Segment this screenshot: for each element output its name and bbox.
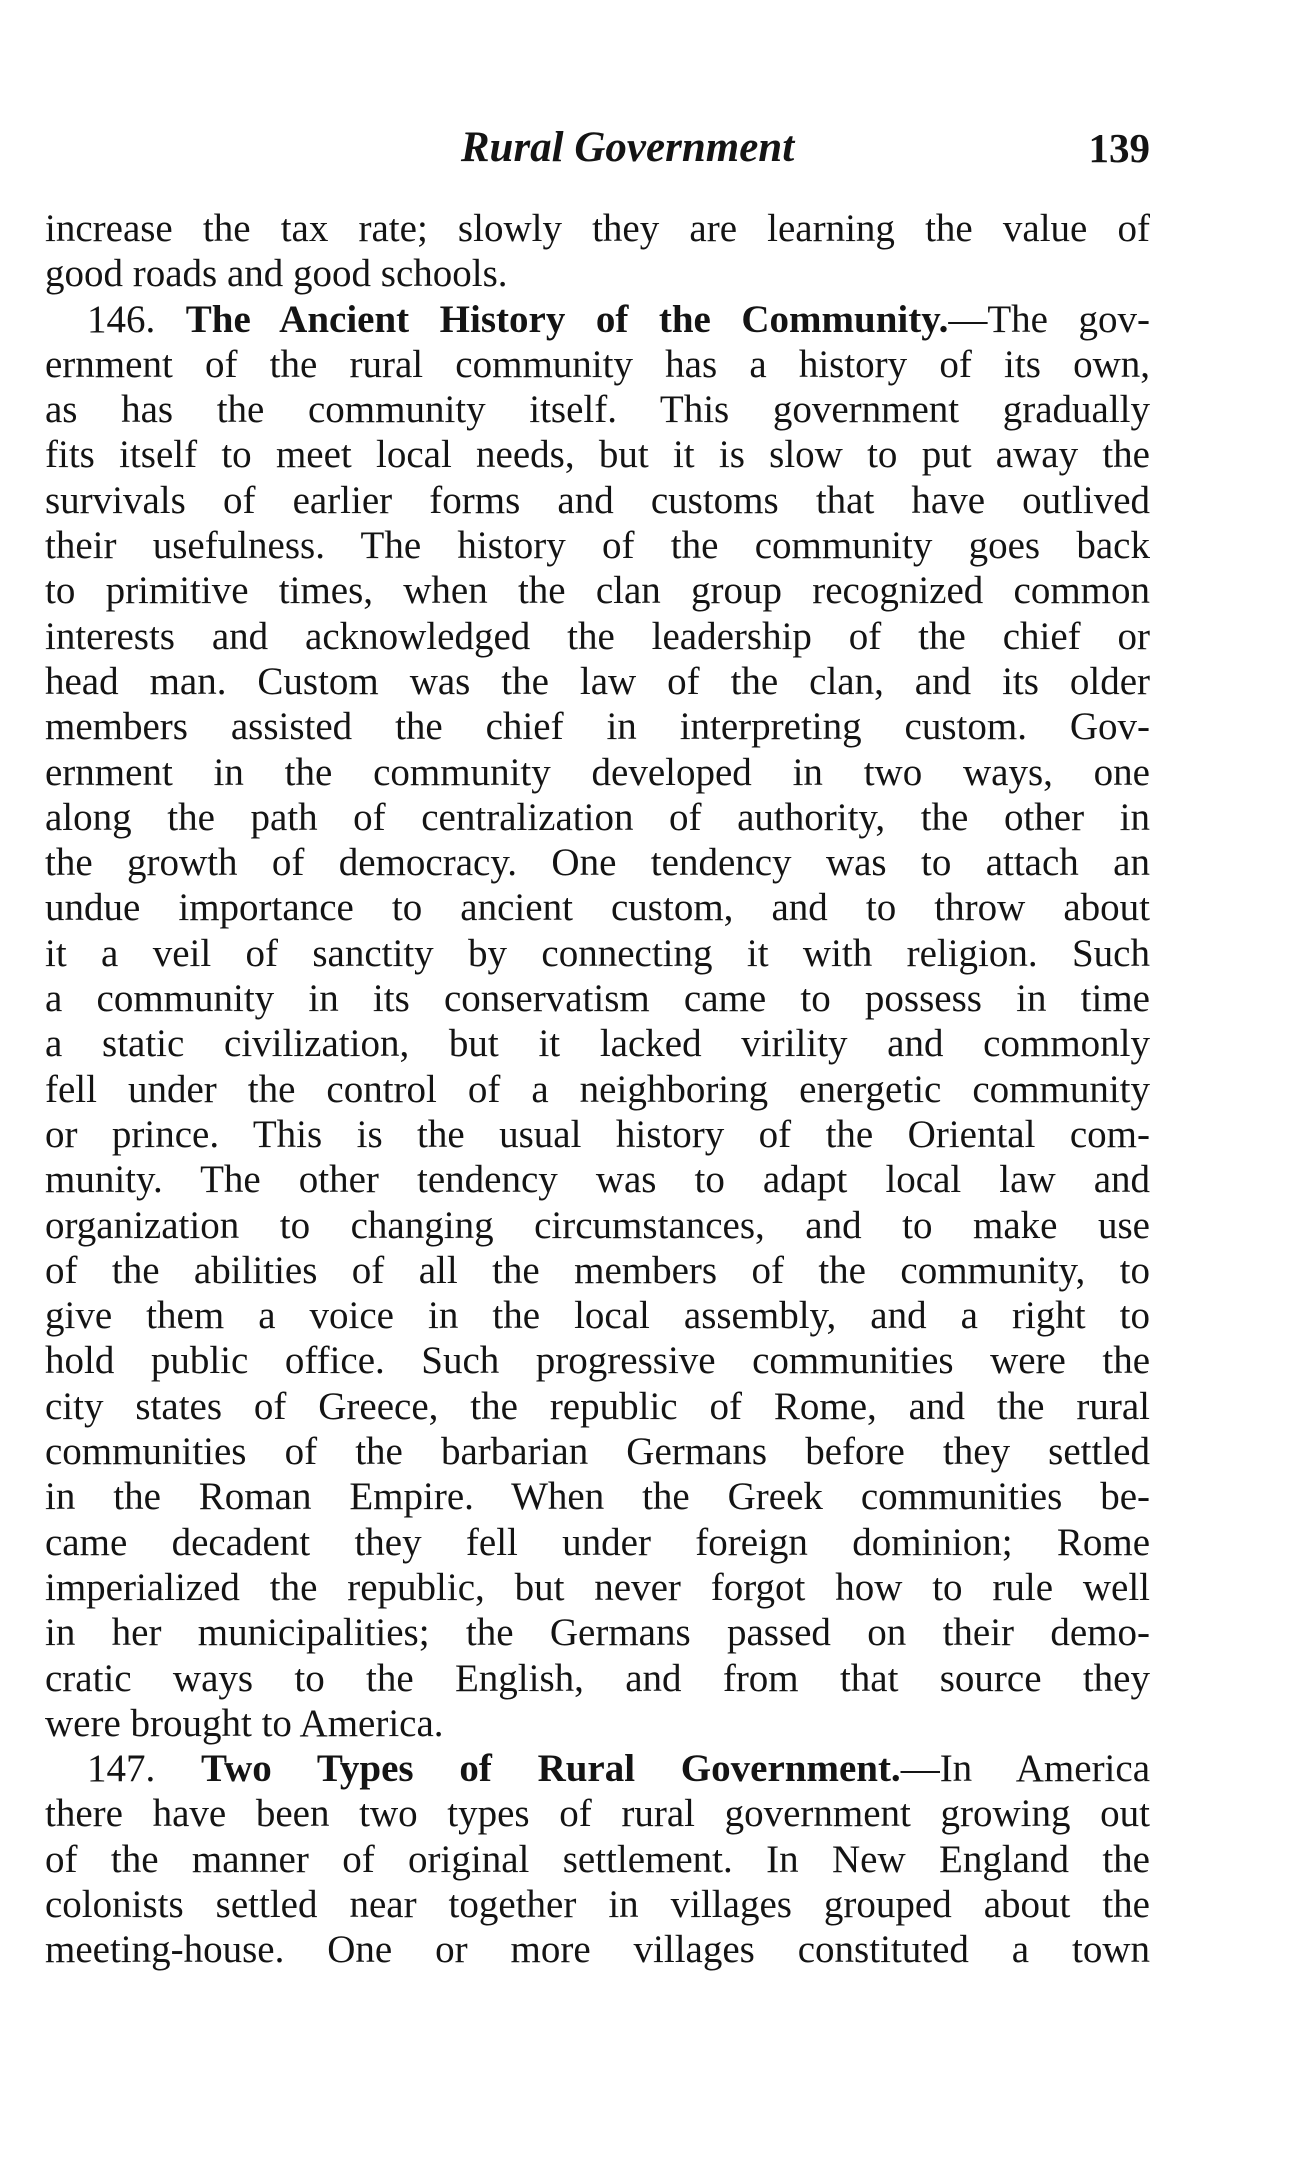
section-146-first-line [45, 297, 1150, 342]
text-line: their usefulness. The history of the community goes back [45, 524, 1150, 568]
text-line: communities of the barbarian Germans before they settled [45, 1430, 1150, 1474]
text-line: meeting-house. One or more villages constituted a town [45, 1928, 1150, 1972]
text-fragment: —In America [900, 1747, 1151, 1791]
text-line: it a veil of sanctity by connecting it with religion. Such [45, 931, 1150, 975]
page-number: 139 [1088, 125, 1150, 171]
text-line: give them a voice in the local assembly, and a right to [45, 1294, 1150, 1338]
text-line: as has the community itself. This government gradually [45, 388, 1150, 432]
text-line: members assisted the chief in interpreting custom. Gov- [45, 705, 1150, 749]
text-line: a static civilization, but it lacked virility and commonly [45, 1022, 1150, 1066]
text-line: of the abilities of all the members of the community, to [45, 1248, 1150, 1292]
text-line: survivals of earlier forms and customs that have outlived [45, 478, 1150, 522]
text-line: hold public office. Such progressive communities were the [45, 1339, 1150, 1383]
text-line: fits itself to meet local needs, but it is slow to put away the [45, 433, 1150, 477]
section-heading: The Ancient History of the Community. [185, 297, 949, 341]
body-text [45, 206, 1150, 1973]
text-fragment: —The gov- [948, 297, 1150, 341]
text-line: head man. Custom was the law of the clan, and its older [45, 659, 1150, 703]
text-line: came decadent they fell under foreign dominion; Rome [45, 1520, 1150, 1564]
text-line: organization to changing circumstances, and to make use [45, 1203, 1150, 1247]
running-head [45, 118, 1150, 178]
text-line: increase the tax rate; slowly they are learning the value of [45, 207, 1150, 250]
text-line: ernment in the community developed in two ways, one [45, 750, 1150, 794]
text-line: along the path of centralization of authority, the other in [45, 795, 1150, 839]
text-line: a community in its conservatism came to possess in time [45, 977, 1150, 1021]
text-line: were brought to America. [45, 1701, 444, 1745]
section-heading: Two Types of Rural Government. [201, 1747, 901, 1791]
text-line: the growth of democracy. One tendency was to attach an [45, 841, 1150, 885]
text-line: imperialized the republic, but never forgot how to rule well [45, 1565, 1150, 1609]
text-line: to primitive times, when the clan group recognized common [45, 569, 1150, 613]
text-line: colonists settled near together in villages grouped about the [45, 1882, 1150, 1926]
text-line: ernment of the rural community has a history of its own, [45, 342, 1150, 386]
text-line: in her municipalities; the Germans passed on their demo- [45, 1611, 1150, 1655]
text-line: or prince. This is the usual history of the Oriental com- [45, 1112, 1150, 1156]
text-line: interests and acknowledged the leadership of the chief or [45, 614, 1150, 658]
text-line: fell under the control of a neighboring energetic community [45, 1067, 1150, 1111]
section-147-first-line [45, 1746, 1150, 1791]
section-number: 147. [87, 1747, 156, 1791]
text-line: good roads and good schools. [45, 252, 508, 296]
text-line: city states of Greece, the republic of Rome, and the rural [45, 1384, 1150, 1428]
text-line: munity. The other tendency was to adapt local law and [45, 1158, 1150, 1202]
text-line: undue importance to ancient custom, and to throw about [45, 886, 1150, 930]
section-number: 146. [87, 297, 156, 341]
running-title: Rural Government [460, 124, 795, 171]
text-line: of the manner of original settlement. In New England the [45, 1837, 1150, 1881]
text-line: there have been two types of rural government growing out [45, 1792, 1150, 1836]
text-line: cratic ways to the English, and from that source they [45, 1656, 1150, 1700]
text-line: in the Roman Empire. When the Greek communities be- [45, 1475, 1150, 1519]
